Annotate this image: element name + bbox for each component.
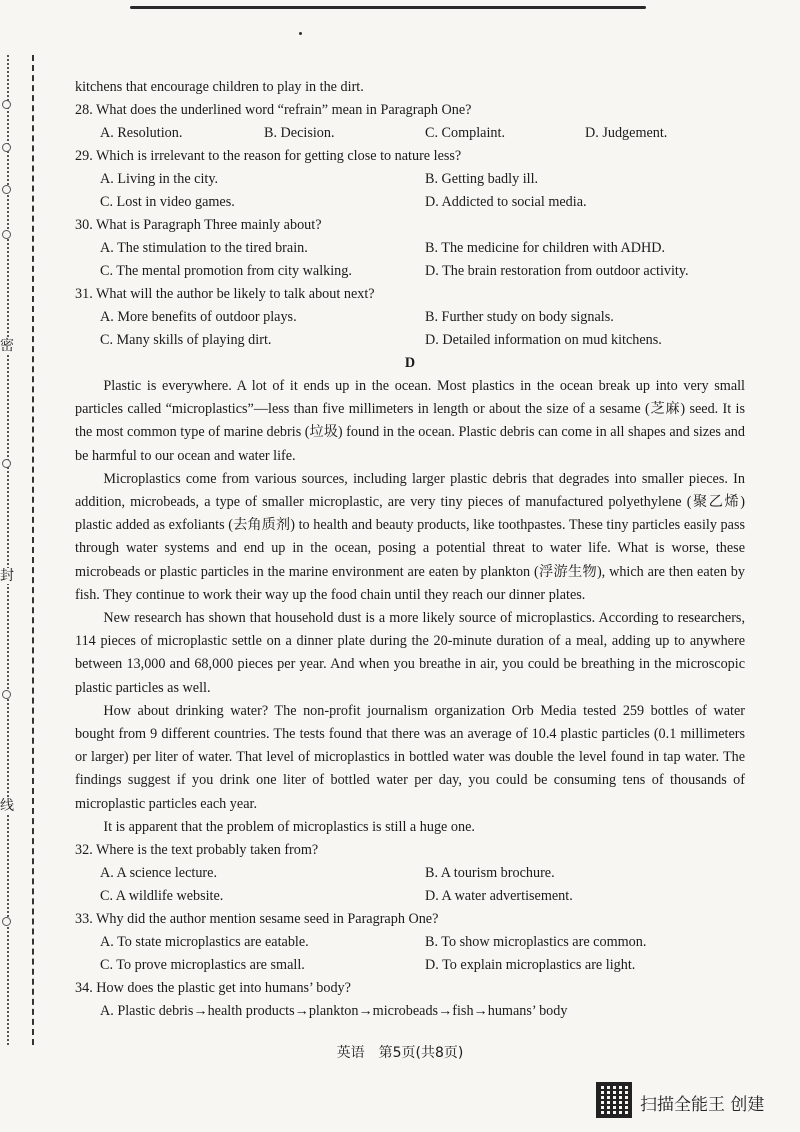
margin-char-seal: 密 (0, 338, 14, 354)
question-33-stem: 33. Why did the author mention sesame seed in Paragraph One? (75, 911, 439, 928)
question-32-stem: 32. Where is the text probably taken from? (75, 842, 319, 859)
question-30-stem: 30. What is Paragraph Three mainly about? (75, 217, 322, 233)
section-heading: D (404, 355, 416, 371)
question-34-stem: 34. How does the plastic get into humans’ body? (75, 980, 351, 997)
option-c: C. The mental promotion from city walking. (100, 263, 352, 279)
binding-margin (0, 55, 40, 1045)
option-d: D. Detailed information on mud kitchens. (425, 332, 662, 348)
option-b: B. Decision. (264, 125, 335, 141)
question-28-options (75, 122, 745, 145)
question-31-options-row2 (75, 329, 745, 352)
option-a: A. Living in the city. (100, 171, 219, 187)
question-29-stem: 29. Which is irrelevant to the reason for getting close to nature less? (75, 148, 462, 164)
page-content (75, 76, 745, 1023)
question-32-options-row1 (75, 862, 745, 885)
option-d: D. A water advertisement. (425, 888, 573, 905)
passage-paragraph: Plastic is everywhere. A lot of it ends up in the ocean. Most plastics in the ocean break up into very small particles called “microplastics”—less than five millimeters in length or about the size of a sesame (芝麻) seed. It is the most common type of marine debris (垃圾) found in the ocean. Plastic debris can come in all shapes and sizes and be harmful to our ocean and water life. (75, 378, 745, 464)
question-32-options-row2 (75, 885, 745, 908)
question-33-options-row2 (75, 954, 745, 977)
question-27-tail: kitchens that encourage children to play in the dirt. (75, 79, 364, 95)
margin-circle (2, 690, 11, 699)
margin-circle (2, 100, 11, 109)
margin-circle (2, 917, 11, 926)
margin-circle (2, 185, 11, 194)
option-a: A. More benefits of outdoor plays. (100, 309, 297, 325)
question-33-options-row1 (75, 931, 745, 954)
option-c: C. Complaint. (425, 125, 506, 141)
ink-dot (299, 32, 302, 35)
option-b: B. The medicine for children with ADHD. (425, 240, 666, 256)
question-29-options-row1 (75, 168, 745, 191)
option-d: D. The brain restoration from outdoor activity. (425, 263, 689, 279)
passage-paragraph: It is apparent that the problem of microplastics is still a huge one. (103, 818, 475, 835)
option-c: C. Many skills of playing dirt. (100, 332, 272, 348)
margin-circle (2, 143, 11, 152)
page-footer: 英语 第5页(共8页) (336, 1045, 464, 1061)
passage-paragraph: New research has shown that household dust is a more likely source of microplastics. According to researchers, 114 pieces of microplastic settle on a dinner plate during the 20-minute duration of a meal, adding up to anywhere between 13,000 and 68,000 pieces per year. And when you breathe in air, you could be breathing in the microscopic plastic particles as well. (75, 610, 745, 696)
qr-code-icon (596, 1082, 632, 1118)
passage-paragraph: How about drinking water? The non-profit journalism organization Orb Media tested 259 bottles of water bought from 9 different countries. The tests found that there was an average of 10.4 plastic particles (0.1 millimeters or larger) per liter of water. That level of microplastics in bottled water was double the level found in tap water. The findings suggest if you drink one liter of bottled water per day, you could be consuming tens of thousands of microplastic particles each year. (75, 702, 745, 812)
question-28-stem: 28. What does the underlined word “refrain” mean in Paragraph One? (75, 102, 472, 118)
question-31-stem: 31. What will the author be likely to talk about next? (75, 286, 375, 302)
scanner-watermark: 扫描全能王 创建 (640, 1095, 765, 1115)
question-30-options-row1 (75, 237, 745, 260)
option-b: B. Further study on body signals. (425, 309, 614, 325)
option-b: B. A tourism brochure. (425, 865, 555, 882)
dashed-line (32, 55, 34, 1045)
margin-char-seal2: 封 (0, 568, 14, 584)
option-a: A. Resolution. (100, 125, 183, 141)
option-c: C. A wildlife website. (100, 888, 224, 905)
option-b: B. Getting badly ill. (425, 171, 539, 187)
passage-paragraph: Microplastics come from various sources, including larger plastic debris that degrades into smaller pieces. In addition, microbeads, a type of smaller microplastic, are very tiny pieces of manufactured polyethylene (聚乙烯) plastic added as exfoliants (去角质剂) to health and beauty products, like toothpastes. These tiny particles easily pass through water systems and end up in the ocean, posing a potential threat to water life. What is worse, these microbeads or plastic particles in the marine environment are eaten by plankton (浮游生物), which are then eaten by fish. They continue to work their way up the food chain until they reach our dinner plates. (75, 470, 745, 603)
option-d: D. To explain microplastics are light. (425, 957, 636, 974)
top-rule (130, 6, 646, 9)
question-29-options-row2 (75, 191, 745, 214)
option-a: A. The stimulation to the tired brain. (100, 240, 308, 256)
dotted-line (7, 55, 9, 1045)
option-a: A. To state microplastics are eatable. (100, 934, 309, 951)
option-c: C. To prove microplastics are small. (100, 957, 305, 974)
margin-circle (2, 459, 11, 468)
margin-char-line: 线 (0, 798, 14, 814)
option-c: C. Lost in video games. (100, 194, 235, 210)
question-31-options-row1 (75, 306, 745, 329)
option-d: D. Judgement. (585, 125, 668, 141)
option-d: D. Addicted to social media. (425, 194, 587, 210)
option-a: A. A science lecture. (100, 865, 217, 882)
option-a: A. Plastic debris→health products→plankton→microbeads→fish→humans’ body (100, 1003, 568, 1020)
option-b: B. To show microplastics are common. (425, 934, 647, 951)
question-30-options-row2 (75, 260, 745, 283)
margin-circle (2, 230, 11, 239)
